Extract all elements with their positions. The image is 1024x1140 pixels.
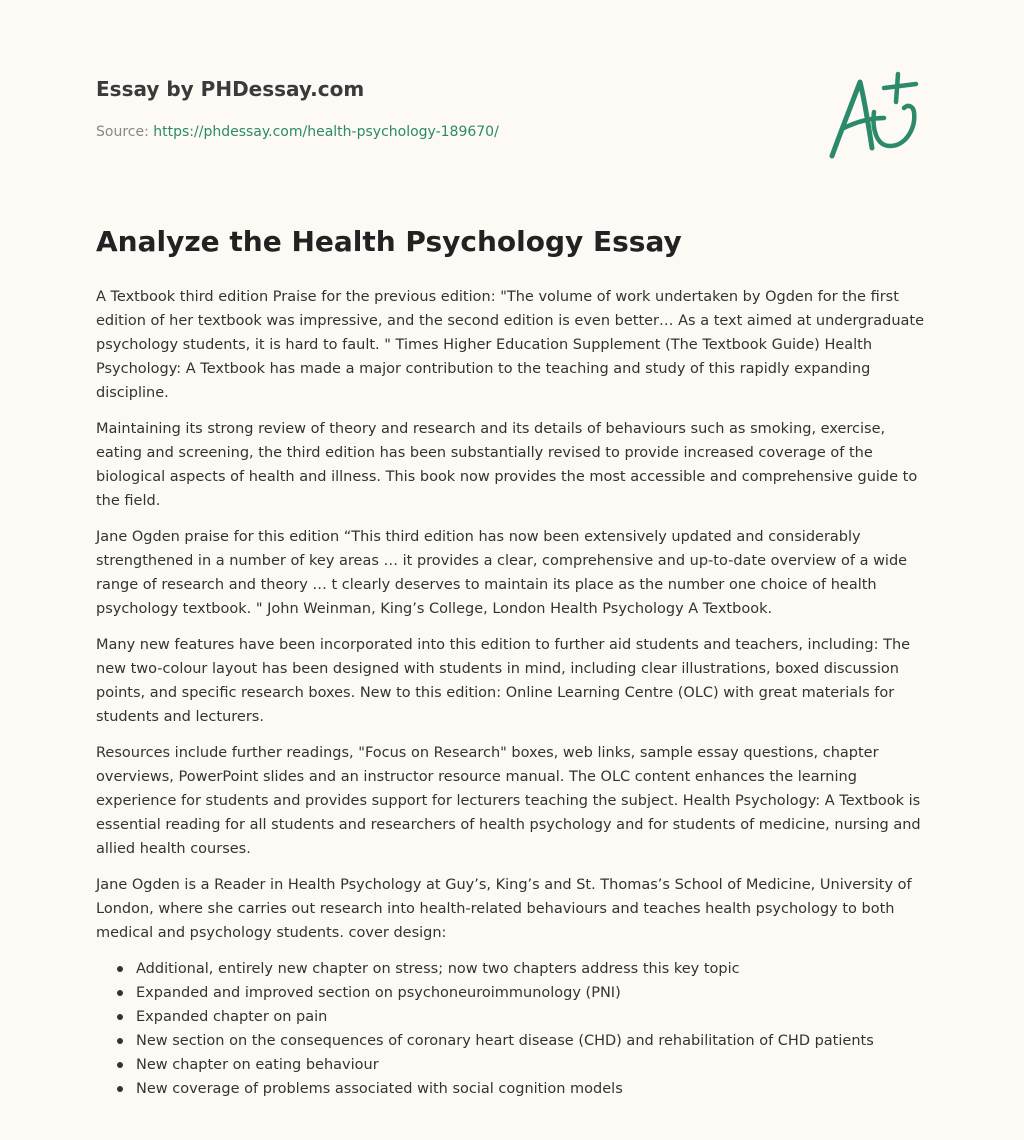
essay-paragraph: Jane Ogden is a Reader in Health Psychology at Guy’s, King’s and St. Thomas’s School of Medicine, University of London, where she carries out research into health-related behaviours and teaches health psychology to both medical and psychology students. cover design: (96, 877, 912, 941)
list-item: Expanded and improved section on psychoneuroimmunology (PNI) (136, 981, 928, 1005)
feature-list (96, 957, 928, 1101)
source-link[interactable]: https://phdessay.com/health-psychology-189670/ (153, 124, 499, 140)
list-item: New coverage of problems associated with social cognition models (136, 1077, 928, 1101)
essay-paragraph: Resources include further readings, "Focus on Research" boxes, web links, sample essay questions, chapter overviews, PowerPoint slides and an instructor resource manual. The OLC content enhances the learning experience for students and provides support for lecturers teaching the subject. Health Psychology: A Textbook is essential reading for all students and researchers of health psychology and for students of medicine, nursing and allied health courses. (96, 745, 921, 857)
list-item: New section on the consequences of coronary heart disease (CHD) and rehabilitation of CHD patients (136, 1029, 928, 1053)
site-title: Essay by PHDessay.com (96, 77, 365, 101)
essay-paragraph: Many new features have been incorporated into this edition to further aid students and teachers, including: The new two-colour layout has been designed with students in mind, including clear illustrations, boxed discussion points, and specific research boxes. New to this edition: Online Learning Centre (OLC) with great materials for students and lecturers. (96, 637, 911, 725)
source-line (96, 124, 499, 140)
list-item: Expanded chapter on pain (136, 1005, 928, 1029)
essay-body (96, 285, 928, 1101)
essay-title: Analyze the Health Psychology Essay (96, 225, 682, 258)
essay-paragraph: Maintaining its strong review of theory and research and its details of behaviours such as smoking, exercise, eating and screening, the third edition has been substantially revised to provide increased coverage of the biological aspects of health and illness. This book now provides the most accessible and comprehensive guide to the field. (96, 421, 918, 509)
list-item: New chapter on eating behaviour (136, 1053, 928, 1077)
list-item: Additional, entirely new chapter on stress; now two chapters address this key topic (136, 957, 928, 981)
source-label: Source: (96, 124, 149, 140)
a-plus-grade-logo-icon (826, 68, 926, 164)
essay-paragraph: A Textbook third edition Praise for the previous edition: "The volume of work undertaken by Ogden for the first edition of her textbook was impressive, and the second edition is even better… As a text aimed at undergraduate psychology students, it is hard to fault. " Times Higher Education Supplement (The Textbook Guide) Health Psychology: A Textbook has made a major contribution to the teaching and study of this rapidly expanding discipline. (96, 289, 925, 401)
essay-paragraph: Jane Ogden praise for this edition “This third edition has now been extensively updated and considerably strengthened in a number of key areas … it provides a clear, comprehensive and up-to-date overview of a wide range of research and theory … t clearly deserves to maintain its place as the number one choice of health psychology textbook. " John Weinman, King’s College, London Health Psychology A Textbook. (96, 529, 908, 617)
